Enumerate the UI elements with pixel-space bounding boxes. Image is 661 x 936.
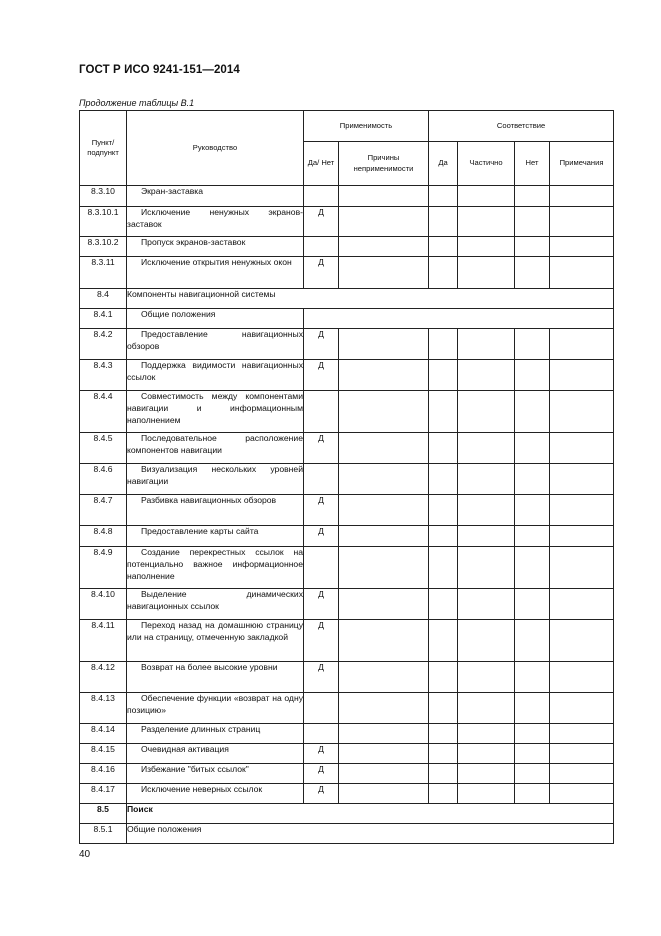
row-applicability-mark: Д	[304, 662, 339, 693]
row-applicability-mark	[304, 237, 339, 257]
section-row	[80, 804, 614, 824]
table-row	[80, 620, 614, 662]
table-row	[80, 391, 614, 433]
row-guidance-text: Исключение ненужных экранов-заставок	[127, 207, 303, 229]
row-guidance-text: Разбивка навигационных обзоров	[141, 495, 277, 505]
row-guidance	[127, 724, 304, 744]
row-applicability-mark: Д	[304, 329, 339, 360]
row-applicability-mark: Д	[304, 207, 339, 237]
row-number: 8.4.1	[80, 309, 127, 329]
document-title: ГОСТ Р ИСО 9241-151—2014	[79, 64, 240, 76]
row-applicability-mark	[304, 186, 339, 207]
row-guidance	[127, 207, 304, 237]
table-row	[80, 824, 614, 844]
row-guidance-text: Визуализация нескольких уровней навигации	[127, 464, 303, 486]
row-applicability-mark	[304, 464, 339, 495]
table-row	[80, 495, 614, 526]
row-guidance-text: Разделение длинных страниц	[141, 724, 261, 734]
row-applicability-mark: Д	[304, 764, 339, 784]
row-guidance-text: Поддержка видимости навигационных ссылок	[127, 360, 303, 382]
table-row	[80, 309, 614, 329]
row-applicability-mark: Д	[304, 495, 339, 526]
header-guidance: Руководство	[127, 111, 304, 186]
row-guidance	[127, 433, 304, 464]
row-guidance-text: Выделение динамических навигационных ссылок	[127, 589, 303, 611]
compliance-table	[79, 110, 614, 844]
row-guidance	[127, 309, 304, 329]
row-guidance-text: Пропуск экранов-заставок	[141, 237, 246, 247]
row-guidance-text: Переход назад на домашнюю страницу или на страницу, отмеченную закладкой	[127, 620, 303, 642]
row-guidance-text: Совместимость между компонентами навигации и информационным наполнением	[127, 391, 303, 425]
row-applicability-mark: Д	[304, 526, 339, 547]
row-number: 8.4.12	[80, 662, 127, 693]
row-applicability-mark: Д	[304, 744, 339, 764]
row-applicability-mark: Д	[304, 784, 339, 804]
row-number: 8.4.14	[80, 724, 127, 744]
header-partial: Частично	[458, 142, 515, 186]
row-guidance	[127, 360, 304, 391]
header-conformance: Соответствие	[429, 111, 614, 142]
row-applicability-mark	[304, 391, 339, 433]
row-number: 8.4.16	[80, 764, 127, 784]
table-row	[80, 186, 614, 207]
row-number: 8.3.10.2	[80, 237, 127, 257]
row-applicability-mark	[304, 547, 339, 589]
table-row	[80, 724, 614, 744]
header-notes: Примечания	[550, 142, 614, 186]
section-row	[80, 289, 614, 309]
table-row	[80, 329, 614, 360]
header-reasons: Причины неприменимости	[339, 142, 429, 186]
row-applicability-mark: Д	[304, 620, 339, 662]
row-guidance-text: Поиск	[127, 804, 153, 814]
row-guidance	[127, 464, 304, 495]
row-guidance	[127, 237, 304, 257]
table-row	[80, 257, 614, 289]
header-yes-no: Да/ Нет	[304, 142, 339, 186]
table-row	[80, 764, 614, 784]
row-guidance-text: Общие положения	[141, 309, 216, 319]
row-guidance	[127, 804, 614, 824]
row-guidance	[127, 589, 304, 620]
table-row	[80, 662, 614, 693]
row-number: 8.4.9	[80, 547, 127, 589]
row-guidance	[127, 744, 304, 764]
table-row	[80, 547, 614, 589]
table-row	[80, 360, 614, 391]
row-guidance-text: Общие положения	[127, 824, 202, 834]
table-row	[80, 464, 614, 495]
table-row	[80, 589, 614, 620]
table-row	[80, 526, 614, 547]
row-number: 8.4.13	[80, 693, 127, 724]
row-number: 8.4.5	[80, 433, 127, 464]
row-number: 8.4.7	[80, 495, 127, 526]
row-number: 8.3.10.1	[80, 207, 127, 237]
header-no: Нет	[515, 142, 550, 186]
row-guidance-text: Создание перекрестных ссылок на потенциально важное информационное наполнение	[127, 547, 303, 581]
row-guidance-text: Исключение открытия ненужных окон	[141, 257, 292, 267]
table-row	[80, 784, 614, 804]
table-row	[80, 237, 614, 257]
table-row	[80, 207, 614, 237]
row-guidance	[127, 547, 304, 589]
row-guidance	[127, 186, 304, 207]
row-guidance	[127, 526, 304, 547]
header-applicability: Применимость	[304, 111, 429, 142]
row-number: 8.3.11	[80, 257, 127, 289]
row-guidance	[127, 289, 614, 309]
row-guidance	[127, 495, 304, 526]
table-row	[80, 693, 614, 724]
row-number: 8.4.8	[80, 526, 127, 547]
row-applicability-mark: Д	[304, 589, 339, 620]
row-guidance	[127, 662, 304, 693]
row-number: 8.4.2	[80, 329, 127, 360]
row-applicability-mark: Д	[304, 257, 339, 289]
header-yes: Да	[429, 142, 458, 186]
row-guidance-text: Экран-заставка	[141, 186, 204, 196]
row-guidance-text: Предоставление карты сайта	[141, 526, 259, 536]
row-number: 8.3.10	[80, 186, 127, 207]
row-number: 8.4.6	[80, 464, 127, 495]
row-applicability-mark	[304, 693, 339, 724]
row-guidance	[127, 764, 304, 784]
table-caption: Продолжение таблицы В.1	[79, 98, 195, 108]
header-item: Пункт/ подпункт	[80, 111, 127, 186]
row-guidance-text: Компоненты навигационной системы	[127, 289, 276, 299]
row-guidance-text: Избежание "битых ссылок"	[141, 764, 249, 774]
page-number: 40	[79, 849, 91, 860]
row-number: 8.4.11	[80, 620, 127, 662]
row-number: 8.5	[80, 804, 127, 824]
row-number: 8.4	[80, 289, 127, 309]
row-guidance-text: Возврат на более высокие уровни	[141, 662, 278, 672]
row-applicability-mark: Д	[304, 433, 339, 464]
row-guidance	[127, 693, 304, 724]
row-number: 8.4.3	[80, 360, 127, 391]
row-guidance	[127, 329, 304, 360]
row-number: 8.4.15	[80, 744, 127, 764]
row-guidance-text: Обеспечение функции «возврат на одну позицию»	[127, 693, 303, 715]
row-empty-merged	[304, 309, 614, 329]
row-guidance-text: Очевидная активация	[141, 744, 229, 754]
row-guidance	[127, 824, 614, 844]
row-guidance	[127, 784, 304, 804]
row-guidance	[127, 620, 304, 662]
row-guidance-text: Исключение неверных ссылок	[141, 784, 263, 794]
row-guidance	[127, 257, 304, 289]
row-guidance-text: Предоставление навигационных обзоров	[127, 329, 303, 351]
row-number: 8.4.10	[80, 589, 127, 620]
table-row	[80, 433, 614, 464]
row-number: 8.4.17	[80, 784, 127, 804]
row-applicability-mark: Д	[304, 360, 339, 391]
row-number: 8.4.4	[80, 391, 127, 433]
table-row	[80, 744, 614, 764]
row-applicability-mark	[304, 724, 339, 744]
row-guidance-text: Последовательное расположение компонентов навигации	[127, 433, 303, 455]
row-number: 8.5.1	[80, 824, 127, 844]
row-guidance	[127, 391, 304, 433]
